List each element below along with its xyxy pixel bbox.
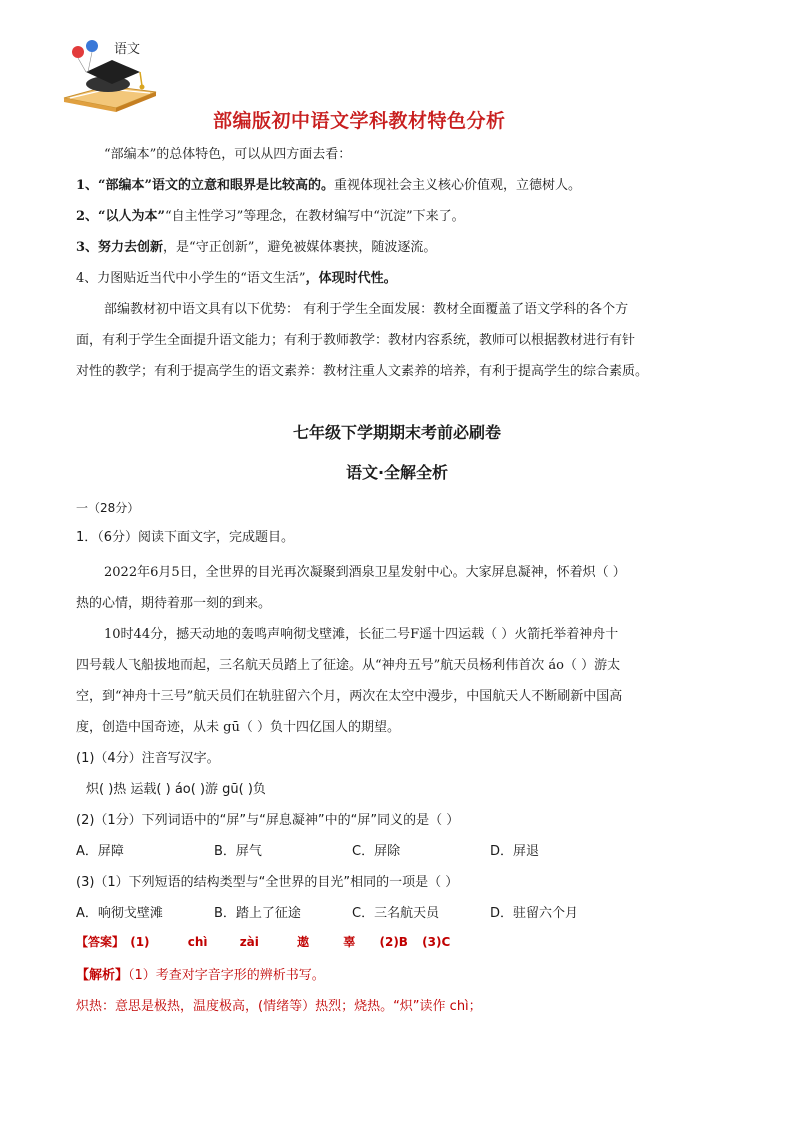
- question-1: 1．（6分）阅读下面文字，完成题目。: [76, 530, 295, 545]
- point-3-bold: 3、努力去创新: [76, 240, 164, 255]
- sub-question-3: (3)（1）下列短语的结构类型与“全世界的目光”相同的一项是（ ）: [76, 875, 459, 890]
- point-4-a: 4、力图贴近当代中小学生的“语文生活”: [76, 271, 306, 286]
- passage-line: 四号载人飞船拔地而起，三名航天员踏上了征途。从“神舟五号”航天员杨利伟首次 áo（ ）游太: [76, 658, 621, 673]
- sub-question-2: (2)（1分）下列词语中的“屏”与“屏息凝神”中的“屏”同义的是（ ）: [76, 813, 460, 828]
- analysis-line: [76, 964, 325, 983]
- answer-item: zài: [239, 935, 259, 949]
- advantage-line-1: 部编教材初中语文具有以下优势： 有利于学生全面发展：教材全面覆盖了语文学科的各个方: [104, 302, 629, 317]
- passage-line: 空，到“神舟十三号”航天员们在轨驻留六个月，两次在太空中漫步，中国航天人不断刷新中国高: [76, 689, 623, 704]
- sub-question-1: (1)（4分）注音写汉字。: [76, 751, 220, 766]
- option-a: A．响彻戈壁滩: [76, 906, 163, 921]
- option-c: C．三名航天员: [352, 906, 440, 921]
- passage-line: 2022年6月5日，全世界的目光再次凝聚到酒泉卫星发射中心。大家屏息凝神，怀着炽（ ）: [104, 565, 626, 580]
- point-2-rest: “自主性学习”等理念，在教材编写中“沉淀”下来了。: [165, 209, 465, 224]
- point-2-bold: 2、“以人为本”: [76, 209, 166, 224]
- advantage-line-2: 面，有利于学生全面提升语文能力；有利于教师教学：教材内容系统，教师可以根据教材进行有针: [76, 333, 636, 348]
- intro-point-4: [76, 271, 397, 287]
- answer-item: chì: [187, 935, 208, 949]
- exam-heading: 七年级下学期期末考前必刷卷: [292, 423, 501, 442]
- answer-item: 遨: [297, 935, 310, 949]
- answer-item: (2)B: [379, 935, 408, 949]
- point-3-rest: ，是“守正创新”，避免被媒体裹挟，随波逐流。: [163, 240, 437, 255]
- advantage-line-3: 对性的教学；有利于提高学生的语文素养：教材注重人文素养的培养，有利于提高学生的综合素质。: [76, 364, 649, 379]
- sub-question-1-items: 炽( )热 运载( ) áo( )游 gū( )负: [86, 782, 266, 797]
- logo-label: 语文: [114, 42, 141, 57]
- passage-line: 度，创造中国奇迹，从未 gū（ ）负十四亿国人的期望。: [76, 720, 400, 735]
- analysis-detail: 炽热：意思是极热，温度极高，(情绪等）热烈；烧热。“炽”读作 chì；: [76, 999, 482, 1014]
- intro-lead: “部编本”的总体特色，可以从四方面去看：: [104, 147, 352, 162]
- point-1-bold: 1、“部编本”语文的立意和眼界是比较高的。: [76, 178, 335, 193]
- exam-subheading: 语文·全解全析: [345, 463, 449, 482]
- page-title: 部编版初中语文学科教材特色分析: [213, 110, 506, 132]
- answer-item: (1): [130, 935, 150, 949]
- passage-line: 热的心情，期待着那一刻的到来。: [76, 596, 272, 611]
- option-d: D．屏退: [490, 844, 540, 859]
- answer-item: (3)C: [422, 935, 451, 949]
- answer-item: 辜: [343, 935, 356, 949]
- graduation-cap-icon: [56, 36, 166, 116]
- analysis-text: （1）考查对字音字形的辨析书写。: [128, 968, 325, 983]
- point-1-rest: 重视体现社会主义核心价值观，立德树人。: [334, 178, 582, 193]
- option-a: A．屏障: [76, 844, 124, 859]
- analysis-label: 【解析】: [76, 968, 129, 983]
- answer-line: [76, 933, 450, 950]
- section-label: 一（28分）: [76, 501, 140, 515]
- intro-point-1: [76, 178, 581, 194]
- option-d: D．驻留六个月: [490, 906, 579, 921]
- option-b: B．屏气: [214, 844, 262, 859]
- option-c: C．屏除: [352, 844, 401, 859]
- answer-label: 【答案】: [76, 935, 125, 949]
- option-b: B．踏上了征途: [214, 906, 301, 921]
- passage-line: 10时44分，撼天动地的轰鸣声响彻戈壁滩，长征二号F遥十四运载（ ）火箭托举着神舟十: [104, 627, 619, 642]
- subject-logo: [56, 36, 166, 116]
- intro-point-2: [76, 209, 465, 225]
- intro-point-3: [76, 240, 436, 256]
- point-4-b: ，体现时代性。: [305, 271, 397, 286]
